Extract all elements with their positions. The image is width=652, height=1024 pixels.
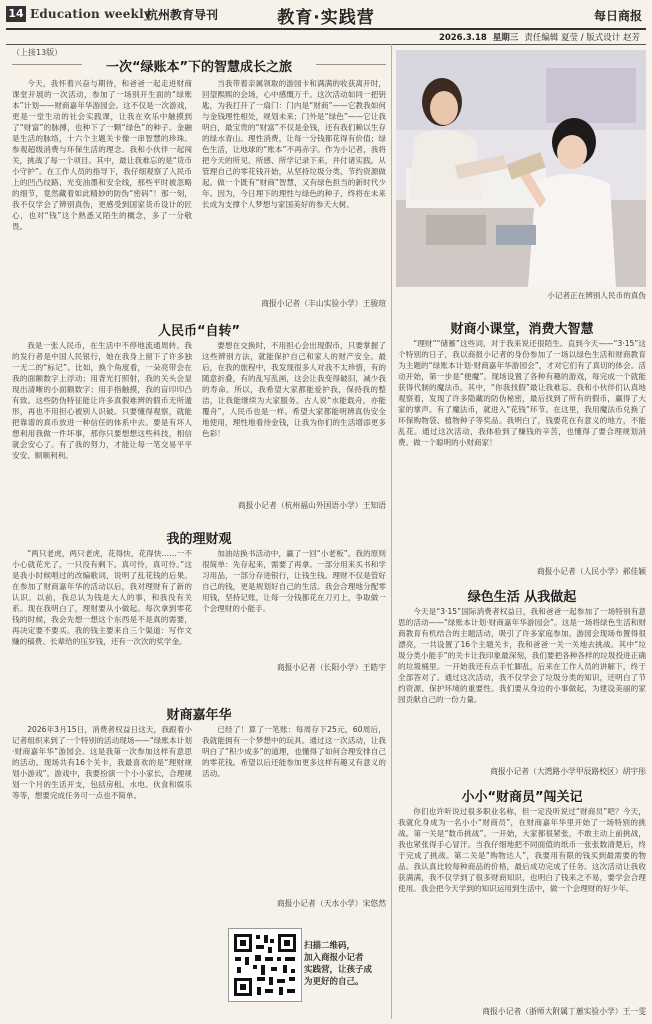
qr-promo-line: 加入商报小记者 — [304, 953, 364, 963]
article7-body-text: 你们也许听说过很多职业名称，但一定没听说过“财商员”吧？今天，我就化身成为一名小小“财商员”，在财商嘉年华里开始了一场特别的挑战。第一关是“数币挑战”。一开始，大家都很紧张，不敢主动上前挑战，我也紧张得手心冒汗。当我仔细地把不同面值的纸币一张张数清楚后，终于完成了挑战。第二关是“购物达人”，我要用有限的钱买到最需要的物品。我认真比较每种商品的价格，最后成功完成了任务。这次活动让我收获满满，我不仅学到了很多财商知识，也明白了钱来之不易，要学会合理使用。我会把今天学到的知识运用到生活中，做一个会理财的好少年。 — [398, 807, 646, 893]
qr-code[interactable] — [228, 928, 302, 1002]
article1-title: 一次“绿账本”下的智慧成长之旅 — [105, 60, 293, 75]
qr-promo-text — [304, 940, 390, 988]
article3-byline: 商报小记者（长阳小学）王皓宇 — [276, 663, 386, 672]
article6-title: 绿色生活 从我做起 — [467, 590, 577, 605]
dateline-rule — [6, 44, 646, 45]
article1-col2-text: 当我带着亲属领取的游园卡和满满的收获离开时，回望熙熙的会场，心中感慨万千。这次活动如同一把钥匙，为我打开了一扇门：门内是“财商”——它教我如何与金钱理性相处，规划未来；门外是“绿色”——它让我明白，最宝贵的“财富”不仅是金钱，还有我们赖以生存的绿水青山。理性消费，让每一分钱都花得有价值；绿色生活，让地球的“账本”不再赤字。作为小记者，我将把今天的所见、所感、所学记录下来，并付诸实践。从管理自己的零花钱开始，从坚持垃圾分类、节约资源做起。做一个既有“财商”智慧，又有绿色担当的新时代少年。因为，今日埋下的理性与绿色的种子，终将在未来长成为支撑个人梦想与家国美好的参天大树。 — [202, 79, 386, 209]
event-photo — [396, 50, 646, 287]
qr-promo-line: 为更好的自己。 — [304, 977, 364, 987]
article5-body — [398, 338, 646, 560]
article2-col1 — [12, 340, 192, 510]
article6-body — [398, 606, 646, 760]
article3-title: 我的理财观 — [166, 532, 232, 547]
article4-col2-text: 已经了！算了一笔账：每周存下25元，60周后，我就能拥有一个梦想中的玩具。通过这一次活动，让我明白了“积少成多”的道理，也懂得了如何合理安排自己的零花钱。希望以后还能参加更多这样有趣又有意义的活动。 — [202, 725, 386, 778]
column-divider — [391, 44, 392, 1019]
article1-col2 — [202, 78, 386, 296]
article3-col2 — [202, 548, 386, 658]
article4-col2 — [202, 724, 386, 892]
article4-byline: 商报小记者（天水小学）宋悠然 — [276, 899, 386, 908]
article4-col1 — [12, 724, 192, 1014]
article2-byline: 商报小记者（杭州福山外国语小学）王知语 — [237, 501, 386, 510]
qr-code-icon — [229, 929, 301, 1001]
article2-col1-text: 我是一张人民币，在生活中不停地流通周转。我的发行者是中国人民银行，她在我身上留下了许多独一无二的“标记”。比如，换个角度看，一朵亮带会在我的面额数字上浮动；用背光打照射，我的关头会显现出清晰的小面额数字；用手指触摸，我的盲印印凸有致。这些防伪特征能让许多真假难辨的假币无所遁形，再也不用担心被别人识破。只要懂得观察，就能把靠谱的真币放进一种信任的体系中去。要是有坏人想利用我做一件坏事，那你只要想想这些科技，相信就会安心了。有了我的努力，才能让每一笔交易平平安安、顺顺利利。 — [12, 341, 192, 460]
article2-col2 — [202, 340, 386, 498]
article7-byline: 商报小记者（浙师大附属丁蕙实验小学）王一雯 — [482, 1007, 646, 1016]
masthead-rule — [6, 28, 646, 30]
article3-col1-text: “两只老虎，两只老虎，花得快，花得快……一不小心就花光了，一只没有剩下。真可怜，真可怜。”这是我小时候唱过的改编歌词，说明了乱花钱的后果。在参加了财商嘉年华的活动以后，我对理财有了新的认识。以前，我总认为钱是大人的事，和我没有关系。现在我明白了，理财要从小做起。每次拿到零花钱的时候，我会先想一想这个东西是不是真的需要，再决定要不要买。我的钱主要来自三个渠道：写作文赚的稿费、长辈给的压岁钱，还有一次次的奖学金。 — [12, 549, 192, 646]
article1-byline: 商报小记者（丰山实验小学）王骏瑄 — [261, 299, 386, 308]
paper-name: 每日商报 — [593, 9, 642, 23]
photo-caption: 小记者正在辨别人民币的真伪 — [547, 291, 646, 300]
continued-note: （上接13版） — [12, 48, 63, 57]
headline-rule-right — [316, 64, 386, 65]
edition-english-name: Education weekly — [30, 7, 151, 21]
article7-body — [398, 806, 646, 1002]
qr-promo-line: 扫描二维码， — [304, 941, 356, 951]
edition-chinese-name: 杭州教育导刊 — [146, 8, 219, 22]
masthead — [0, 0, 652, 28]
article5-body-text: “理财”“储蓄”这些词，对于我来说还很陌生。直到今天——“3·15”这个特别的日子，我以商报小记者的身份参加了一场以绿色生活和财商教育为主题的“绿账本计划·财商嘉年华游园会”，才对它们有了真切的体会。活动开始，第一步是“便魔”。现场设置了各种有趣的游戏，每完成一个就能获得代制的魔法币。其中，“你我找假”最让我难忘。我和小伙伴们认真地观察着，发现了许多隐藏的防伪秘密，最后找到了所有的假币，赢得了大家的掌声。有了魔法币，就进入“花钱”环节。在这里，我用魔法币兑换了环保购物袋、植物种子等奖品。我明白了，钱要花在有意义的地方，不能乱花。通过这次活动，我体验到了赚钱的辛苦，也懂得了要合理规划消费。做一个聪明的小财商家！ — [398, 339, 646, 447]
qr-promo-line: 实践营，让孩子成 — [304, 965, 373, 975]
dateline — [439, 31, 640, 43]
article2-col2-text: 要想在交换时，不用担心会出现假币，只要掌握了这些辨别方法，就能保护自己和家人的财产安全。最后，在我的旅程中，我发现很多人对我不太珍惜，有的随意折叠，有的乱写乱画，这会让我变得破旧，减少我的寿命。所以，我希望大家都能爱护我，保持我的整洁，让我能继续为大家服务。古人说“水能载舟，亦能覆舟”，人民币也是一样。希望大家都能明辨真伪安全地使用，理性地看待金钱，让我为你们的生活增添更多色彩！ — [202, 341, 386, 438]
article6-body-text: 今天是“3·15”国际消费者权益日，我和爸爸一起参加了一场特别有意思的活动——“绿账本计划·财商嘉年华游园会”。这是一场将绿色生活和财商教育有机结合的主题活动，吸引了许多家庭参加。游园会现场布置得很漂亮，一共设置了16个主题关卡，我和爸爸一关一关地去挑战。其中“垃圾分类小能手”的关卡让我印象最深刻，我们要把各种各样的垃圾投进正确的垃圾桶里。一开始我还有点手忙脚乱，后来在工作人员的讲解下，终于全部答对了。通过这次活动，我不仅学会了垃圾分类的知识，还明白了节约资源、保护环境的重要性。我们要从身边的小事做起，为建设美丽的家园贡献自己的一份力量。 — [398, 607, 646, 704]
article7-title: 小小“财商员”闯关记 — [461, 790, 583, 805]
article5-title: 财商小课堂，消费大智慧 — [450, 322, 594, 337]
article1-col1 — [12, 78, 192, 290]
article3-col2-text: 加油站换书活动中，赢了一回“小老板”。我的原则很简单：先存起来，需要了再拿。一部分用来买书和学习用品，一部分存进银行，让钱生钱。理财不仅是管好自己的钱，更是规划好自己的生活。我会合理地分配零用钱，坚持记账，让每一分钱都花在刀刃上，争取做一个会理财的小能手。 — [202, 549, 386, 613]
dateline-weekday: 星期三 — [492, 33, 519, 43]
article4-title: 财商嘉年华 — [166, 708, 232, 723]
section-title: 教育·实践营 — [277, 8, 375, 28]
article6-byline: 商报小记者（大湾路小学甲辰路校区）胡宇彤 — [490, 767, 646, 776]
article1-col1-text: 今天，我怀着兴奋与期待，和爸爸一起走进财商课堂开展的一次活动，参加了一场别开生面的“绿账本”计划——财商嘉年华游园会。这不仅是一次游戏，更是一堂生动的社会实践课，让我在欢乐中触摸到了“财富”的脉搏，也种下了一颗“绿色”的种子。金融是生活的脉络，十六个主题关卡像一串智慧的珍珠。参观超级消费与环保生活的理念。我和小伙伴一起闯关，挑战了每一个项目。其中，最让我难忘的是“货币小守护”。在工作人员的指导下，我仔细观察了人民币上的凹凸纹路、光变油墨和安全线，那些平时被忽略的细节，竟然藏着如此精妙的防伪“密码”！那一刻，我不仅学会了辨别真伪，更感受到国家货币设计的匠心，也对“钱”这个熟悉又陌生的概念，多了一分敬畏。 — [12, 79, 192, 231]
article4-col1-text: 2026年3月15日，消费者权益日这天，我跟着小记者组织来到了一个特别的活动现场——“绿账本计划·财商嘉年华”游园会。这是我第一次参加这样有意思的活动。现场共有16个关卡，我最喜欢的是“理财规划小游戏”。游戏中，我要扮演一个小小家长，合理规划一个月的生活开支，包括房租、水电、伙食和娱乐等等，想要完成任务可一点也不简单。 — [12, 725, 192, 800]
article3-col1 — [12, 548, 192, 683]
article2-title: 人民币“自转” — [157, 324, 241, 339]
dateline-date: 2026.3.18 — [438, 33, 487, 43]
dateline-editors: 责任编辑 夏莹 / 版式设计 赵芳 — [524, 33, 640, 43]
photo-illustration — [396, 50, 646, 287]
page-number: 14 — [6, 6, 26, 22]
article5-byline: 商报小记者（人民小学）郝佳颖 — [536, 567, 646, 576]
